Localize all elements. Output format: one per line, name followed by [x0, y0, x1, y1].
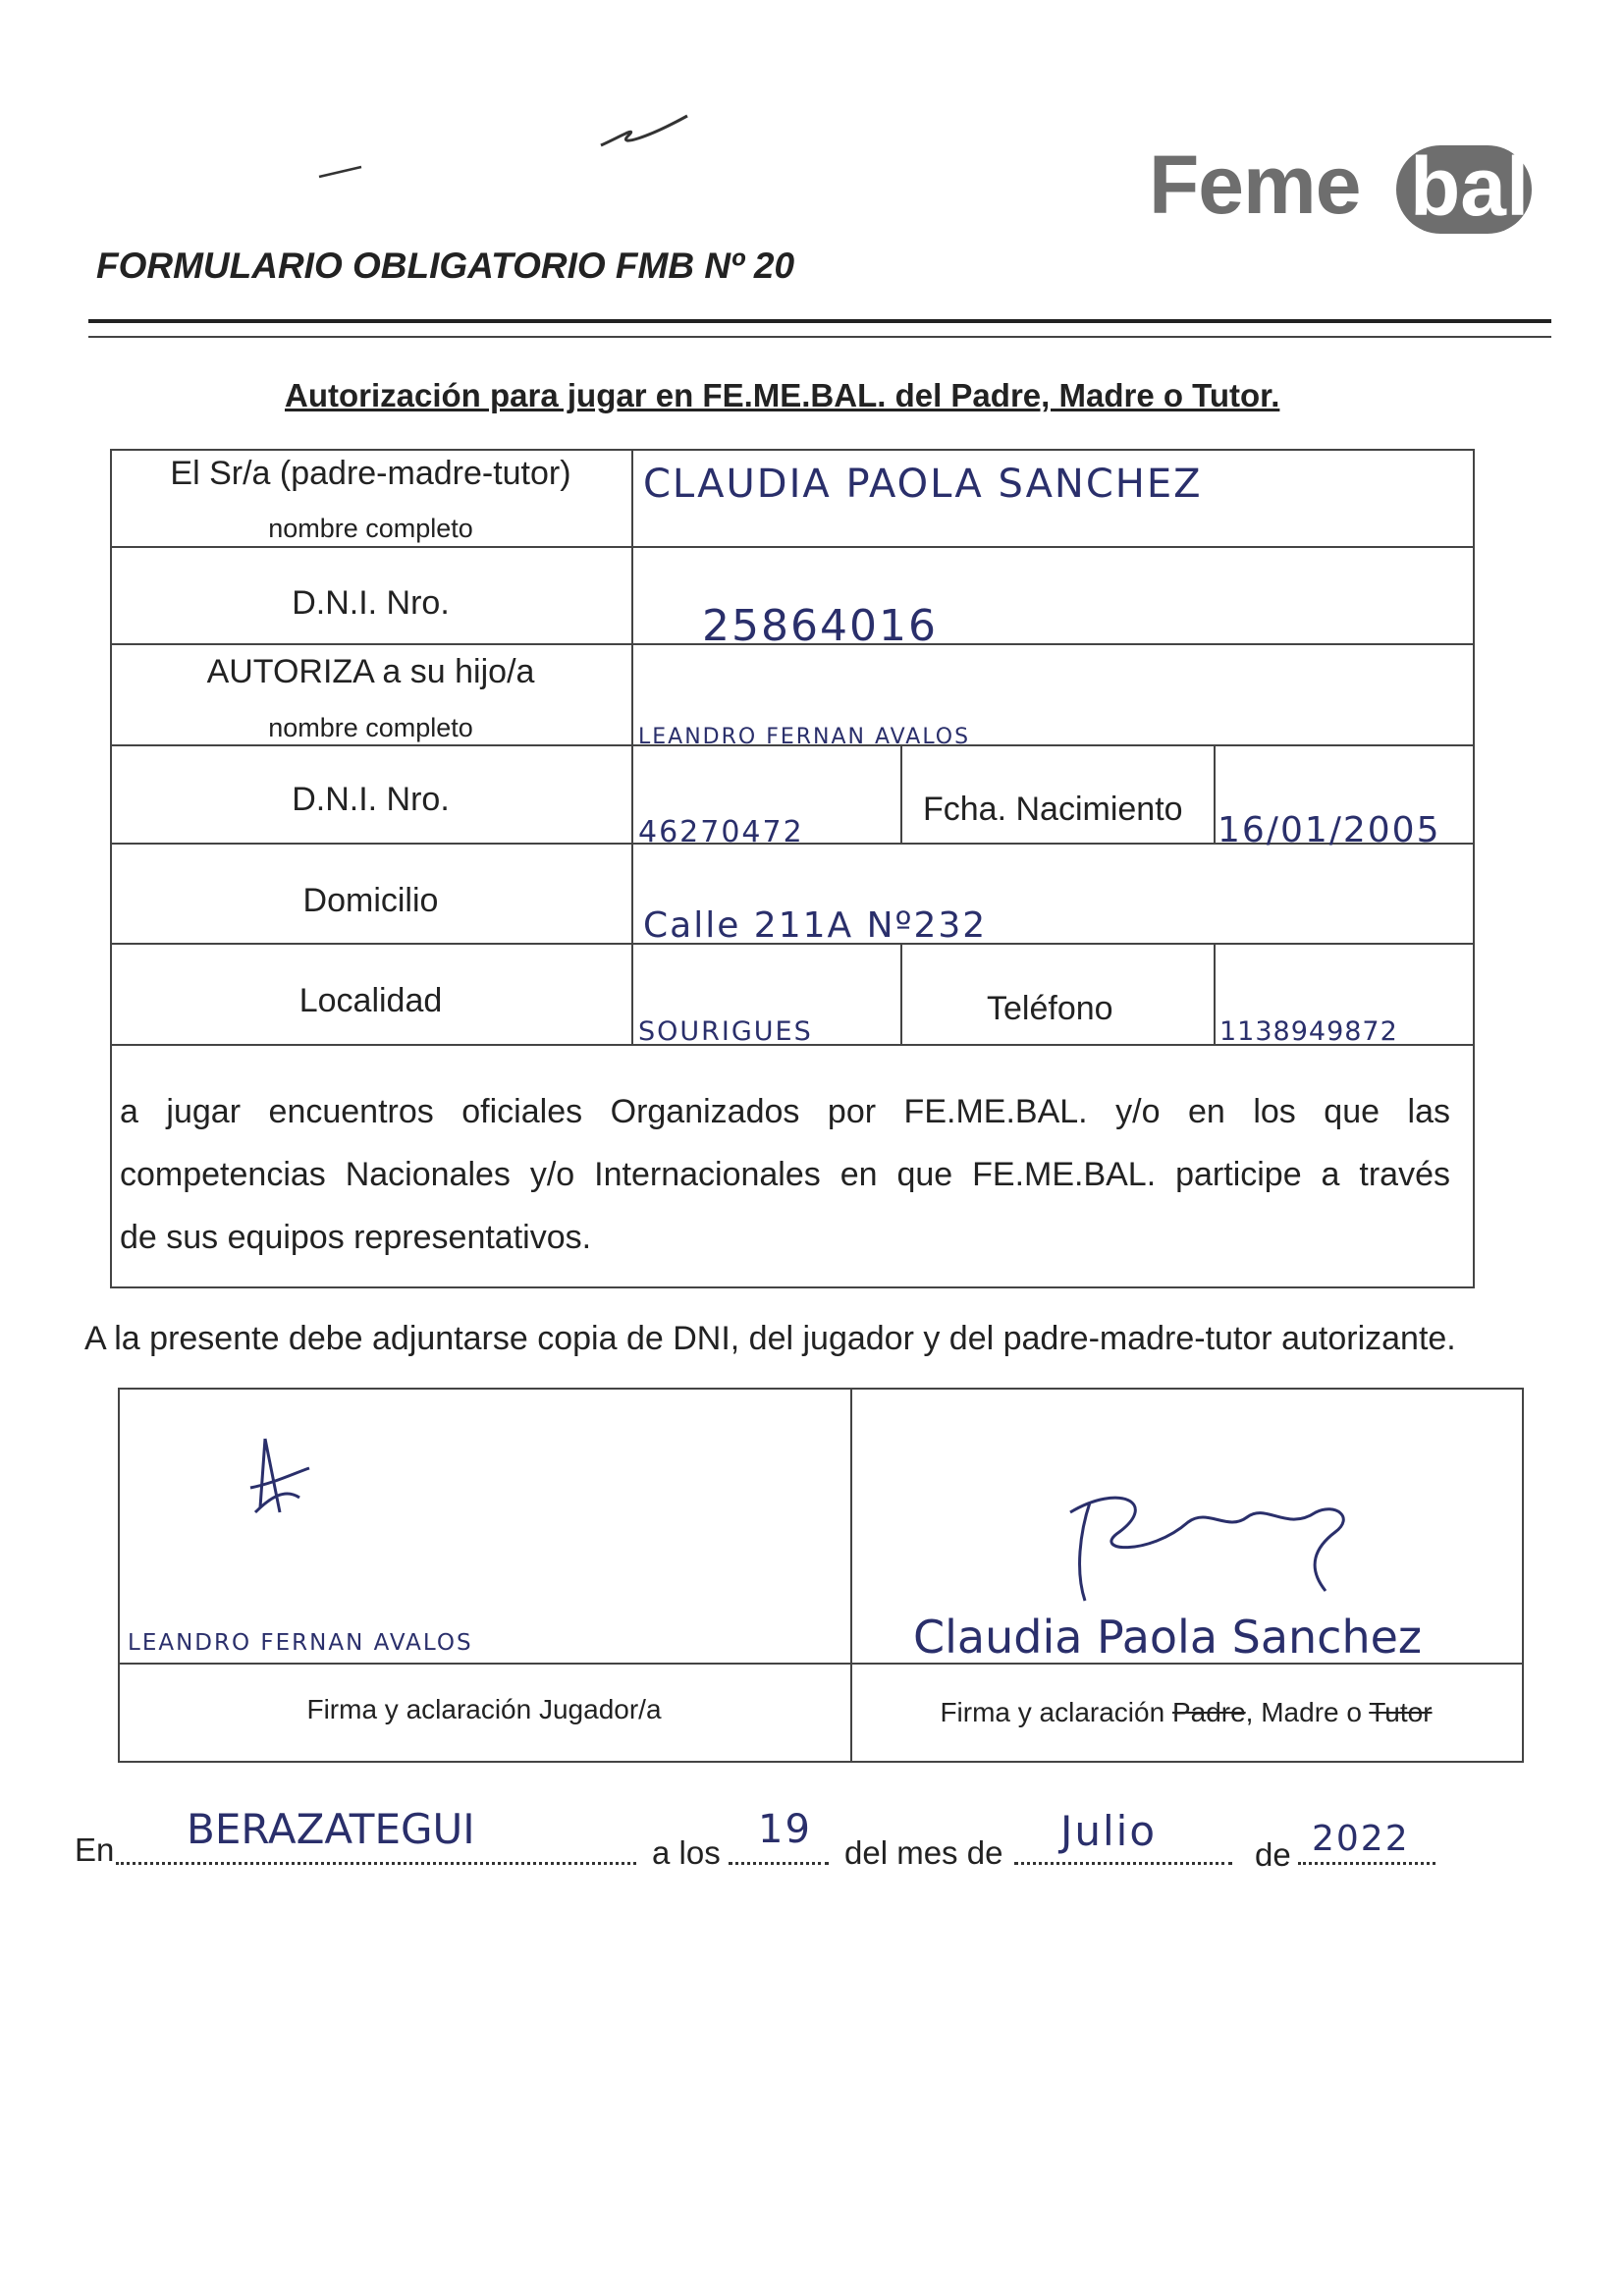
title-rule [88, 319, 1551, 323]
phone-value: 1138949872 [1219, 1016, 1398, 1047]
caption-firma: Firma y aclaración [940, 1697, 1165, 1727]
city-label: Localidad [298, 982, 443, 1019]
attachment-note: A la presente debe adjuntarse copia de DNI, del jugador y del padre-madre-tutor autorizante. [84, 1320, 1456, 1357]
de-label: de [1255, 1836, 1291, 1873]
guardian-clarification: Claudia Paola Sanchez [913, 1611, 1423, 1664]
mes-label: del mes de [844, 1834, 1003, 1871]
caption-padre-struck: Padre [1171, 1697, 1246, 1727]
guardian-signature [1060, 1473, 1384, 1630]
guardian-dni-label: D.N.I. Nro. [292, 584, 450, 622]
month-value: Julio [1060, 1807, 1158, 1855]
femebal-logo [1149, 137, 1542, 236]
city-value: SOURIGUES [638, 1016, 813, 1047]
phone-label: Teléfono [987, 990, 1113, 1027]
birth-date-label: Fcha. Nacimiento [923, 791, 1183, 828]
player-signature [236, 1429, 334, 1537]
place-value: BERAZATEGUI [187, 1805, 475, 1853]
day-value: 19 [758, 1807, 812, 1852]
caption-tutor-struck: Tutor [1369, 1697, 1433, 1727]
logo-text-feme: Feme [1149, 138, 1361, 231]
paragraph-line-3: de sus equipos representativos. [120, 1219, 592, 1256]
a-los-label: a los [652, 1834, 721, 1871]
guardian-signature-caption [850, 1697, 1522, 1728]
logo-text-bal: bal [1410, 140, 1530, 233]
title-rule-thin [88, 336, 1551, 338]
child-dni-label: D.N.I. Nro. [292, 781, 450, 818]
child-name-sublabel: nombre completo [268, 713, 473, 742]
child-name-label: AUTORIZA a su hijo/a [206, 653, 535, 690]
form-title: FORMULARIO OBLIGATORIO FMB Nº 20 [96, 246, 795, 286]
child-name-value: LEANDRO FERNAN AVALOS [638, 725, 971, 749]
authorization-paragraph [120, 1080, 1450, 1269]
address-value: Calle 211A Nº232 [643, 905, 988, 946]
year-value: 2022 [1312, 1819, 1410, 1859]
paragraph-line-2: competencias Nacionales y/o Internacionales en que FE.ME.BAL. participe a través [120, 1156, 1450, 1193]
paragraph-line-1: a jugar encuentros oficiales Organizados por FE.ME.BAL. y/o en los que las [120, 1093, 1450, 1130]
birth-date-value: 16/01/2005 [1218, 810, 1441, 850]
en-label: En [75, 1831, 115, 1868]
guardian-name-value: CLAUDIA PAOLA SANCHEZ [643, 462, 1203, 507]
address-label: Domicilio [302, 882, 439, 919]
guardian-name-label: El Sr/a (padre-madre-tutor) [170, 455, 571, 492]
child-dni-value: 46270472 [638, 815, 804, 849]
guardian-dni-value: 25864016 [702, 601, 938, 651]
player-signature-caption: Firma y aclaración Jugador/a [306, 1694, 662, 1724]
page-subtitle: Autorización para jugar en FE.ME.BAL. del Padre, Madre o Tutor. [285, 377, 1280, 413]
guardian-name-sublabel: nombre completo [268, 514, 473, 543]
caption-madre: , Madre o [1245, 1697, 1362, 1727]
player-clarification: LEANDRO FERNAN AVALOS [128, 1630, 473, 1656]
